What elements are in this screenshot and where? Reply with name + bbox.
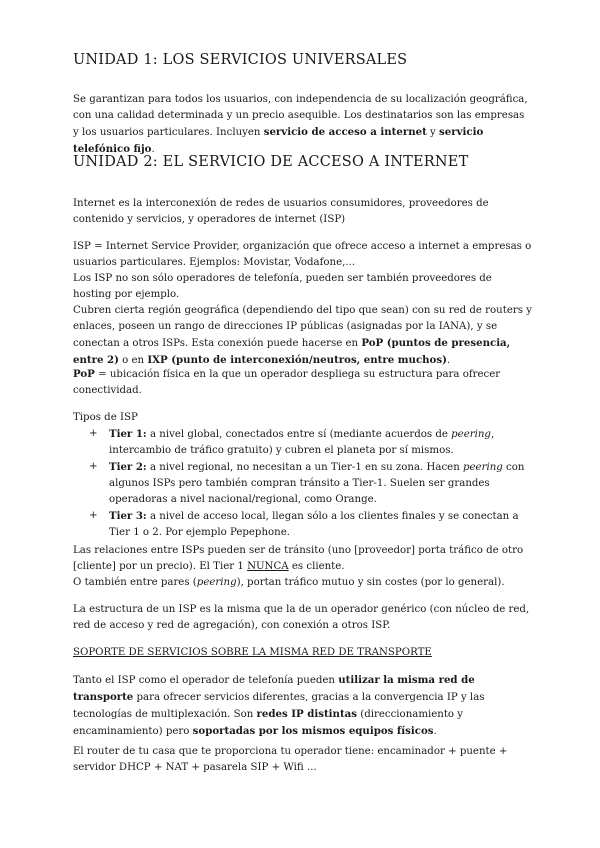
router-text: El router de tu casa que te proporciona tu operador tiene: encaminador + puente + servidor DHCP + NAT + pasarela SIP + Wifi ... (73, 746, 508, 773)
tier-name: Tier 2: (109, 461, 147, 473)
isp-definition: ISP = Internet Service Provider, organización que ofrece acceso a internet a empresas o usuarios particulares. Ejemplos: Movistar, Vodafone,... (73, 241, 532, 268)
unit2-heading: UNIDAD 2: EL SERVICIO DE ACCESO A INTERNET (73, 154, 469, 170)
relaciones-text: Las relaciones entre ISPs pueden ser de tránsito (uno [proveedor] porta tráfico de otro [cliente] por un precio). El Tier 1 (73, 545, 524, 572)
isp-coverage-end: . (446, 355, 451, 366)
unit1-heading: UNIDAD 1: LOS SERVICIOS UNIVERSALES (73, 52, 408, 68)
unit1-text-end: . (151, 144, 155, 155)
tipos-isp-section (73, 410, 533, 541)
isp-pop-bold: PoP (puntos de presencia, entre 2) (73, 337, 511, 366)
unit1-paragraph (73, 92, 533, 158)
bullet-plus-icon: + (89, 461, 98, 472)
soporte-heading: SOPORTE DE SERVICIOS SOBRE LA MISMA RED DE TRANSPORTE (73, 647, 432, 658)
tier-text-end: con algunos ISPs pero también compran tránsito a Tier-1. Suelen ser grandes operadoras a nivel nacional/regional, como Orange. (109, 462, 525, 505)
soporte-text-mid2: (direccionamiento y encaminamiento) pero (73, 709, 464, 737)
soporte-bold-ip: redes IP distintas (256, 708, 357, 720)
peering-text-end: ), portan tráfico mutuo y sin costes (por lo general). (236, 577, 505, 588)
isp-coverage-mid: o en (118, 355, 148, 366)
relaciones-paragraph (73, 543, 533, 591)
isp-ixp-bold: IXP (punto de interconexión/neutros, entre muchos) (147, 354, 447, 366)
pop-paragraph (73, 366, 533, 399)
internet-text: Internet es la interconexión de redes de usuarios consumidores, proveedores de contenido y servicios, y operadores de internet (ISP) (73, 198, 489, 225)
internet-paragraph (73, 196, 533, 228)
soporte-heading-block (73, 645, 533, 661)
tier-italic: peering (463, 462, 503, 473)
unit1-bold-telefono: servicio telefónico fijo (73, 126, 484, 155)
tier-text-end: , intercambio de tráfico gratuito) y cubren el planeta por sí mismos. (109, 429, 495, 456)
isp-hosting: Los ISP no son sólo operadores de telefonía, pueden ser también proveedores de hosting por ejemplo. (73, 273, 492, 300)
relaciones-text-end: es cliente. (288, 561, 345, 572)
tipos-isp-title: Tipos de ISP (73, 412, 138, 423)
pop-bold: PoP (73, 368, 95, 380)
estructura-text: La estructura de un ISP es la misma que la de un operador genérico (con núcleo de red, red de acceso y red de agregación), con conexión a otros ISP. (73, 604, 530, 631)
soporte-text: Tanto el ISP como el operador de telefonía pueden (73, 675, 339, 686)
nunca-underlined: NUNCA (247, 561, 289, 572)
isp-paragraph (73, 239, 533, 369)
soporte-paragraph (73, 672, 533, 740)
tier-list (73, 426, 533, 541)
unit1-text: Se garantizan para todos los usuarios, con independencia de su localización geográfica, con una calidad determinada y un precio asequible. Los destinatarios son las empresas y los usuarios particulares. Incluyen (73, 94, 528, 138)
peering-italic: peering (196, 577, 237, 588)
pop-text: = ubicación física en la que un operador despliega su estructura para ofrecer conectividad. (73, 369, 501, 396)
tier-name: Tier 3: (109, 510, 147, 522)
estructura-paragraph (73, 602, 533, 634)
tier-text: a nivel regional, no necesitan a un Tier-1 en su zona. Hacen (146, 462, 463, 473)
soporte-bold-red: utilizar la misma red de transporte (73, 674, 475, 703)
list-item (73, 508, 533, 541)
list-item (73, 459, 533, 508)
soporte-text-mid: para ofrecer servicios diferentes, gracias a la convergencia IP y las tecnologías de multiplexación. Son (73, 692, 485, 720)
unit1-text-mid: y (426, 127, 440, 138)
bullet-plus-icon: + (89, 428, 98, 439)
isp-coverage-text: Cubren cierta región geográfica (dependiendo del tipo que sean) con su red de routers y enlaces, poseen un rango de direcciones IP públicas (asignadas por la IANA), y se conectan a otros ISPs. Esta conexión puede hacerse en (73, 305, 532, 349)
tier-name: Tier 1: (109, 428, 147, 440)
tier-text: a nivel de acceso local, llegan sólo a los clientes finales y se conectan a Tier 1 o 2. Por ejemplo Pepephone. (109, 511, 519, 538)
soporte-bold-equipos: soportadas por los mismos equipos físicos (192, 725, 434, 737)
peering-text: O también entre pares ( (73, 577, 197, 588)
soporte-text-end: . (433, 726, 437, 737)
list-item (73, 426, 533, 459)
isp-coverage (73, 303, 533, 369)
unit1-bold-internet: servicio de acceso a internet (263, 126, 427, 138)
tier-italic: peering (451, 429, 491, 440)
bullet-plus-icon: + (89, 510, 98, 521)
router-paragraph (73, 744, 533, 776)
tier-text: a nivel global, conectados entre sí (mediante acuerdos de (146, 429, 452, 440)
